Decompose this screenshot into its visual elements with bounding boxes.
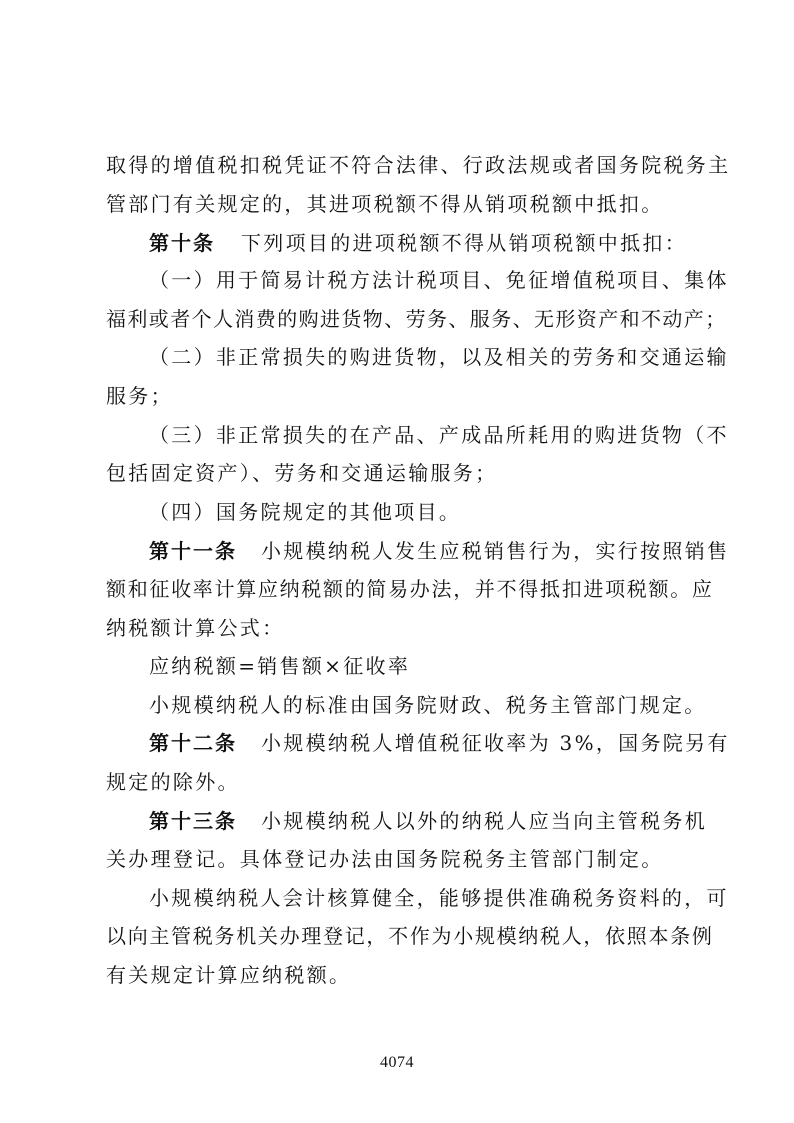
text-line: 关办理登记。具体登记办法由国务院税务主管部门制定。 [106, 847, 664, 871]
text-line: （二）非正常损失的购进货物，以及相关的劳务和交通运输 [149, 345, 729, 369]
text-line: 有关规定计算应纳税额。 [106, 963, 352, 987]
text-line: 小规模纳税人会计核算健全，能够提供准确税务资料的，可 [149, 886, 729, 910]
article-label: 第十一条 [149, 539, 237, 563]
formula-line: 应纳税额=销售额×征收率 [149, 654, 411, 678]
article-13 [149, 809, 739, 833]
article-label: 第十三条 [149, 809, 237, 833]
text-line: （四）国务院规定的其他项目。 [149, 500, 462, 524]
text-line: 管部门有关规定的，其进项税额不得从销项税额中抵扣。 [106, 192, 664, 216]
text-line: 服务； [106, 384, 173, 408]
text-line: 包括固定资产）、劳务和交通运输服务； [106, 461, 498, 485]
article-text: 小规模纳税人增值税征收率为 3%，国务院另有 [261, 731, 730, 755]
text-line: （一）用于简易计税方法计税项目、免征增值税项目、集体 [149, 268, 729, 292]
article-12 [149, 731, 739, 755]
text-line: （三）非正常损失的在产品、产成品所耗用的购进货物（不 [149, 423, 729, 447]
article-11 [149, 539, 739, 563]
text-line: 规定的除外。 [106, 770, 240, 794]
article-label: 第十二条 [149, 731, 237, 755]
text-line: 以向主管税务机关办理登记，不作为小规模纳税人，依照本条例 [106, 924, 714, 948]
article-text: 下列项目的进项税额不得从销项税额中抵扣： [241, 231, 687, 255]
text-line: 取得的增值税扣税凭证不符合法律、行政法规或者国务院税务主 [106, 153, 731, 177]
text-line: 纳税额计算公式： [106, 616, 285, 640]
article-10 [149, 231, 739, 255]
article-text: 小规模纳税人以外的纳税人应当向主管税务机 [261, 809, 707, 833]
text-line: 福利或者个人消费的购进货物、劳务、服务、无形资产和不动产； [106, 307, 727, 331]
text-line: 额和征收率计算应纳税额的简易办法，并不得抵扣进项税额。应 [106, 577, 714, 601]
article-text: 小规模纳税人发生应税销售行为，实行按照销售 [261, 539, 730, 563]
page-number: 4074 [380, 1054, 414, 1071]
article-label: 第十条 [149, 231, 215, 255]
text-line: 小规模纳税人的标准由国务院财政、税务主管部门规定。 [149, 693, 707, 717]
